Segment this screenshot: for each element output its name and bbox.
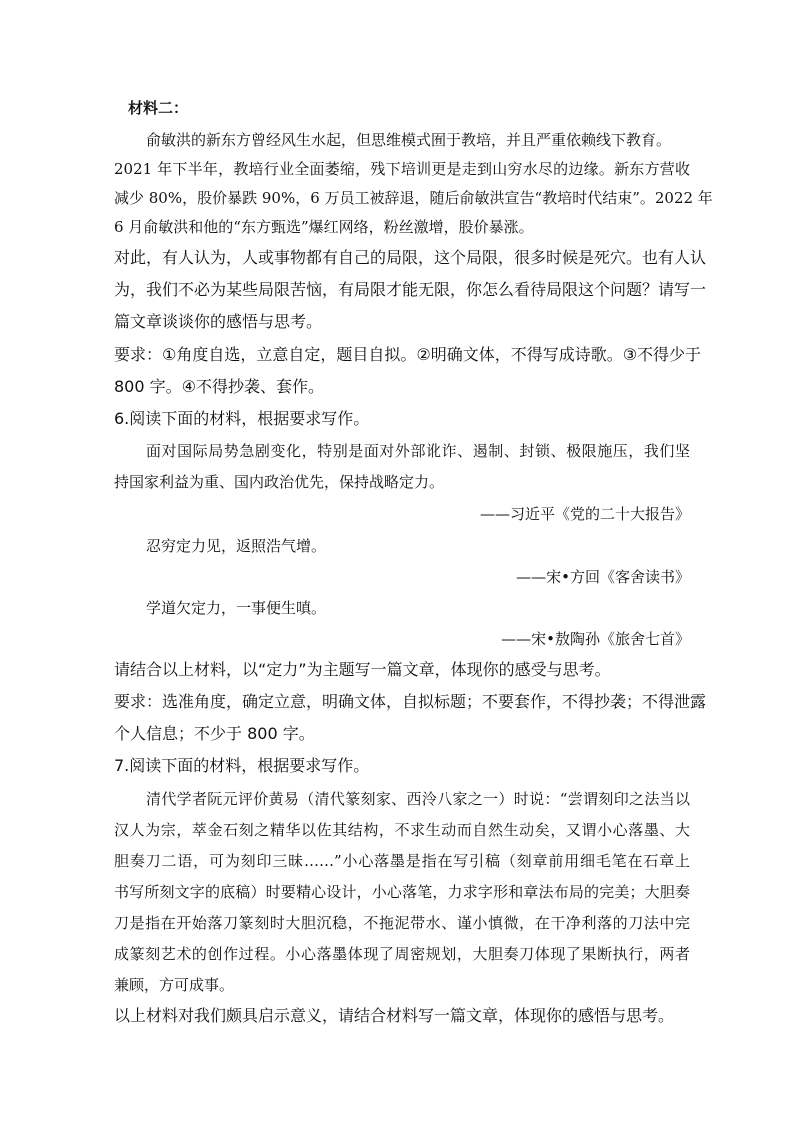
prompt-line: 对此，有人认为，人或事物都有自己的局限，这个局限，很多时候是死穴。也有人认	[114, 248, 707, 267]
quote-line: 面对国际局势急剧变化，特别是面对外部讹诈、遏制、封锁、极限施压，我们坚	[146, 442, 690, 460]
material-line: 2021 年下半年，教培行业全面萎缩，残下培训更是走到山穷水尽的边缘。新东方营收	[114, 160, 690, 178]
prompt-line: 请结合以上材料，以“定力”为主题写一篇文章，体现你的感受与思考。	[114, 660, 611, 679]
prompt-line: 为，我们不必为某些局限苦恼，有局限才能无限，你怎么看待局限这个问题？请写一	[114, 280, 707, 299]
quote-line: 持国家利益为重、国内政治优先，保持战略定力。	[114, 473, 445, 491]
material-line: 胆奏刀二语，可为刻印三昧……”小心落墨是指在写引稿（刻章前用细毛笔在石章上	[114, 852, 690, 870]
material-line: 兼顾，方可成事。	[114, 976, 235, 994]
quote-line: 忍穷定力见，返照浩气增。	[146, 537, 327, 555]
requirement-line: 800 字。④不得抄袭、套作。	[114, 377, 324, 396]
quote-source: ——习近平《党的二十大报告》	[479, 505, 690, 523]
material-line: 刀是指在开始落刀篆刻时大胆沉稳，不拖泥带水、谨小慎微，在干净利落的刀法中完	[114, 914, 690, 932]
material-line: 减少 80%，股价暴跌 90%，6 万员工被辞退，随后俞敏洪宣告“教培时代结束”。2022 年	[114, 189, 713, 207]
material-line: 俞敏洪的新东方曾经风生水起，但思维模式囿于教培，并且严重依赖线下教育。	[146, 131, 672, 149]
material-heading: 材料二：	[128, 99, 189, 117]
material-line: 清代学者阮元评价黄易（清代篆刻家、西泠八家之一）时说：“尝谓刻印之法当以	[146, 790, 690, 808]
requirement-line: 要求：选准角度，确定立意，明确文体，自拟标题；不要套作，不得抄袭；不得泄露	[114, 692, 707, 711]
quote-source: ——宋•敖陶孙《旅舍七首》	[501, 630, 690, 648]
quote-source: ——宋•方回《客舍读书》	[516, 568, 690, 586]
question-title: 7.阅读下面的材料，根据要求写作。	[114, 756, 370, 775]
material-line: 书写所刻文字的底稿）时要精心设计，小心落笔，力求字形和章法布局的完美；大胆奏	[114, 883, 690, 901]
quote-line: 学道欠定力，一事便生嗔。	[146, 599, 327, 617]
requirement-line: 要求：①角度自选，立意自定，题目自拟。②明确文体，不得写成诗歌。③不得少于	[114, 345, 702, 364]
material-line: 6 月俞敏洪和他的“东方甄选”爆红网络，粉丝激增，股价暴涨。	[114, 218, 534, 236]
question-title: 6.阅读下面的材料，根据要求写作。	[114, 409, 370, 428]
material-line: 汉人为宗，萃金石刻之精华以佐其结构，不求生动而自然生动矣，又谓小心落墨、大	[114, 821, 690, 839]
prompt-line: 篇文章谈谈你的感悟与思考。	[114, 312, 323, 331]
material-line: 成篆刻艺术的创作过程。小心落墨体现了周密规划，大胆奏刀体现了果断执行，两者	[114, 945, 690, 963]
prompt-line: 以上材料对我们颇具启示意义，请结合材料写一篇文章，体现你的感悟与思考。	[114, 1006, 675, 1025]
requirement-line: 个人信息；不少于 800 字。	[114, 724, 315, 743]
